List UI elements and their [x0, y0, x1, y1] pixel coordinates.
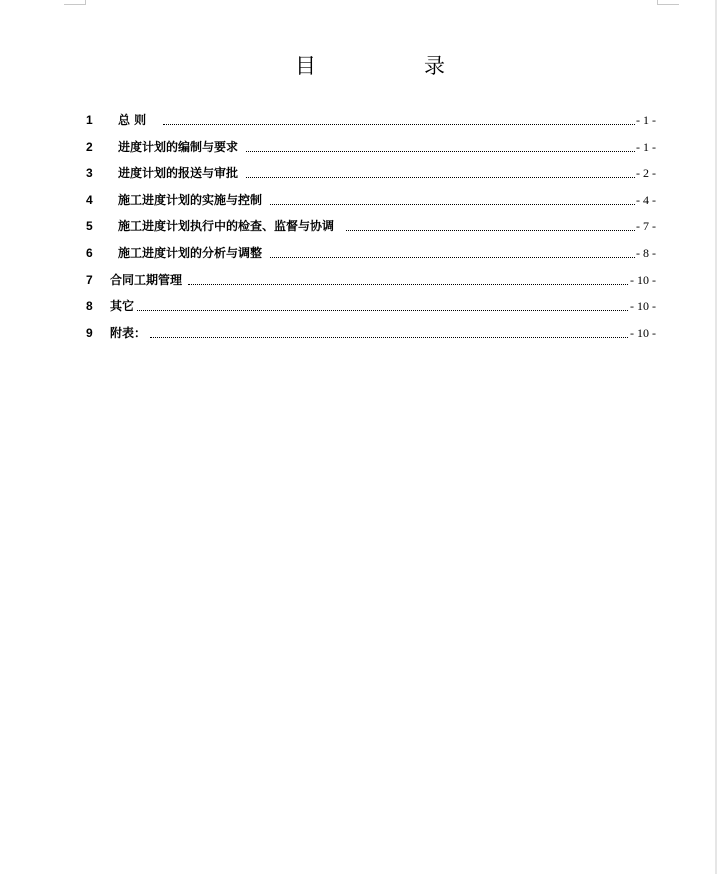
- toc-entry-5[interactable]: [0, 216, 717, 236]
- toc-entry-page: - 10 -: [630, 299, 656, 313]
- toc-entry-8[interactable]: [0, 296, 717, 316]
- toc-leader-dots: [150, 337, 628, 338]
- toc-entry-page: - 1 -: [636, 140, 656, 154]
- crop-mark-top-right: [657, 4, 679, 5]
- toc-entry-number: 6: [86, 246, 93, 260]
- toc-entry-number: 1: [86, 113, 93, 127]
- toc-entry-number: 8: [86, 299, 93, 313]
- toc-entry-9[interactable]: [0, 323, 717, 343]
- toc-leader-dots: [270, 204, 635, 205]
- toc-entry-text: 附表：: [110, 326, 147, 340]
- toc-title-char-1: 目: [295, 54, 316, 78]
- toc-leader-dots: [270, 257, 635, 258]
- toc-entry-page: - 4 -: [636, 193, 656, 207]
- toc-entry-text: 进度计划的报送与审批: [118, 166, 239, 180]
- toc-entry-text: 进度计划的编制与要求: [118, 140, 239, 154]
- toc-title-char-2: 录: [424, 54, 445, 78]
- toc-leader-dots: [163, 124, 635, 125]
- toc-entry-text: 其它: [110, 299, 135, 313]
- toc-entry-2[interactable]: [0, 137, 717, 157]
- toc-entry-page: - 10 -: [630, 326, 656, 340]
- toc-leader-dots: [346, 230, 635, 231]
- toc-entry-number: 9: [86, 326, 93, 340]
- crop-mark-top-left-vertical: [85, 0, 86, 5]
- toc-leader-dots: [246, 177, 635, 178]
- toc-entry-page: - 2 -: [636, 166, 656, 180]
- toc-entry-6[interactable]: [0, 243, 717, 263]
- toc-entry-text: 施工进度计划执行中的检查、监督与协调: [118, 219, 335, 233]
- toc-entry-number: 4: [86, 193, 93, 207]
- crop-mark-top-left: [64, 4, 86, 5]
- toc-entry-page: - 1 -: [636, 113, 656, 127]
- toc-entry-7[interactable]: [0, 270, 717, 290]
- toc-entry-text: 施工进度计划的分析与调整: [118, 246, 263, 260]
- toc-leader-dots: [246, 151, 635, 152]
- toc-entry-page: - 10 -: [630, 273, 656, 287]
- toc-leader-dots: [188, 284, 628, 285]
- toc-entry-text: 施工进度计划的实施与控制: [118, 193, 263, 207]
- toc-entry-page: - 7 -: [636, 219, 656, 233]
- toc-entry-text: 总 则: [118, 113, 147, 127]
- toc-entry-4[interactable]: [0, 190, 717, 210]
- toc-entry-1[interactable]: [0, 110, 717, 130]
- toc-entry-3[interactable]: [0, 163, 717, 183]
- toc-entry-number: 7: [86, 273, 93, 287]
- toc-entry-text: 合同工期管理: [110, 273, 183, 287]
- crop-mark-top-right-vertical: [657, 0, 658, 5]
- toc-entry-number: 3: [86, 166, 93, 180]
- toc-title: [0, 50, 717, 82]
- toc-leader-dots: [137, 310, 628, 311]
- toc-entry-page: - 8 -: [636, 246, 656, 260]
- toc-entry-number: 2: [86, 140, 93, 154]
- toc-entry-number: 5: [86, 219, 93, 233]
